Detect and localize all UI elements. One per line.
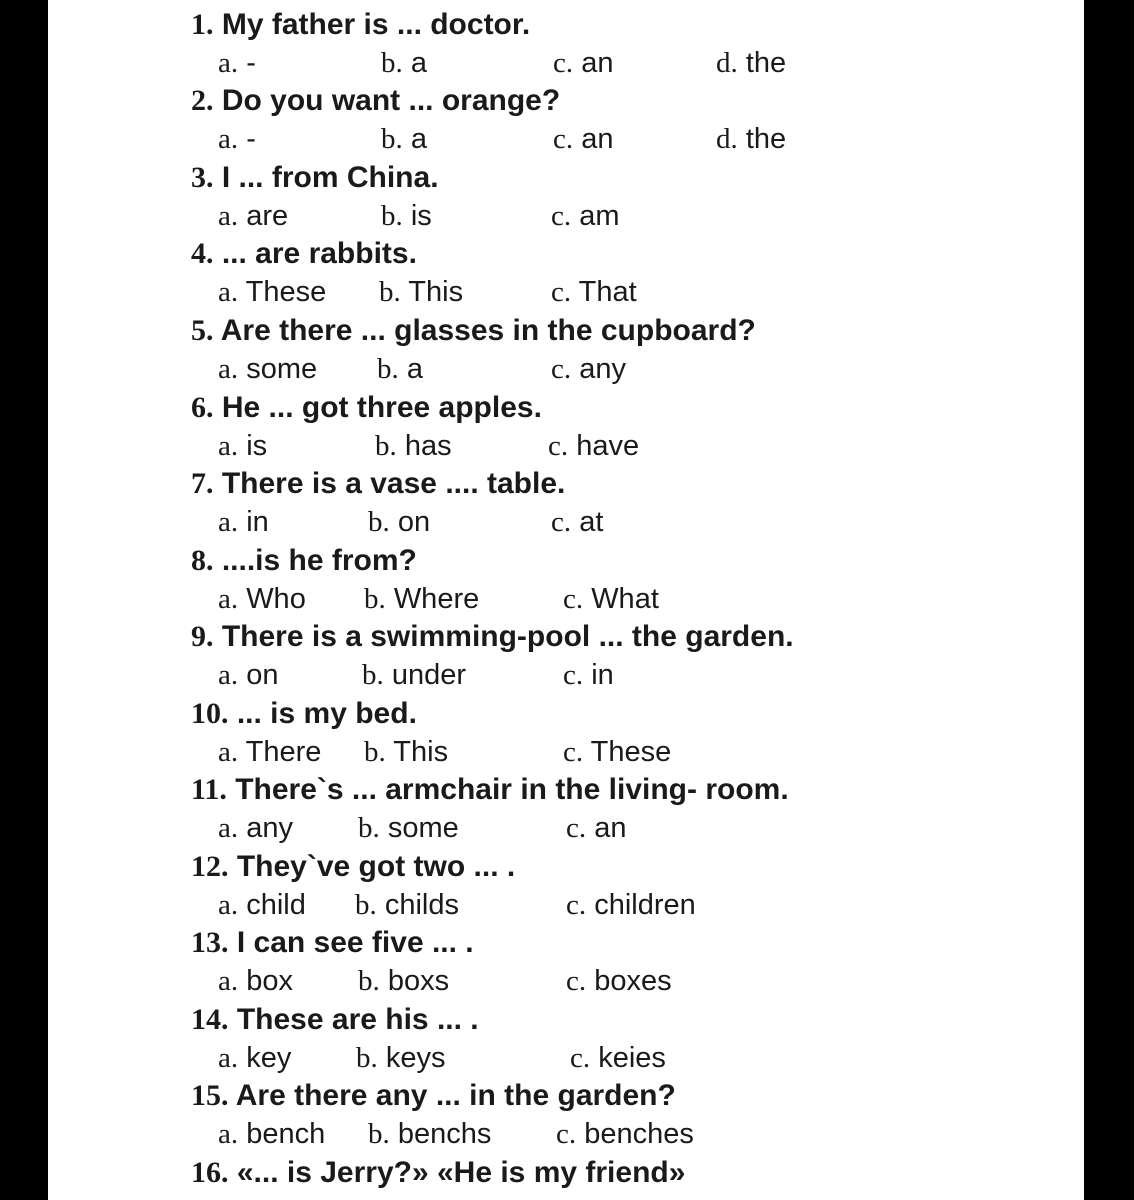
option-letter: c.	[551, 276, 572, 308]
question-text: My father is ... doctor.	[221, 8, 531, 41]
question-text: Are there any ... in the garden?	[235, 1079, 676, 1112]
option-letter: a.	[218, 353, 239, 385]
question-12	[191, 850, 515, 884]
option-14-b[interactable]	[356, 1041, 445, 1075]
option-text: -	[246, 123, 256, 155]
option-letter: b.	[368, 506, 390, 538]
option-letter: c.	[551, 506, 572, 538]
option-letter: b.	[377, 353, 399, 385]
option-6-a[interactable]	[218, 429, 267, 463]
option-letter: b.	[379, 276, 401, 308]
option-letter: b.	[381, 123, 403, 155]
question-2	[191, 84, 560, 118]
option-text: are	[246, 200, 289, 232]
question-text: ....is he from?	[221, 544, 417, 577]
option-letter: b.	[364, 583, 386, 615]
option-text: This	[393, 736, 449, 768]
question-text: He ... got three apples.	[221, 391, 542, 424]
question-number: 6.	[191, 391, 214, 424]
question-text: There is a vase .... table.	[221, 467, 566, 500]
option-13-a[interactable]	[218, 964, 293, 998]
option-text: is	[246, 430, 268, 462]
option-15-c[interactable]	[556, 1117, 694, 1151]
option-15-b[interactable]	[368, 1117, 491, 1151]
option-letter: b.	[381, 200, 403, 232]
question-text: There is a swimming-pool ... the garden.	[221, 620, 794, 653]
option-text: These	[245, 276, 327, 308]
option-2-a[interactable]	[218, 122, 256, 156]
question-11	[191, 773, 789, 807]
option-7-b[interactable]	[368, 505, 430, 539]
option-text: boxes	[594, 965, 672, 997]
question-number: 4.	[191, 237, 214, 270]
question-text: ... are rabbits.	[221, 237, 417, 270]
option-9-c[interactable]	[563, 658, 614, 692]
option-text: under	[391, 659, 466, 691]
option-letter: b.	[368, 1118, 390, 1150]
option-letter: c.	[553, 123, 574, 155]
question-number: 15.	[191, 1079, 229, 1112]
option-text: an	[594, 812, 627, 844]
option-6-b[interactable]	[375, 429, 452, 463]
option-text: This	[408, 276, 464, 308]
option-text: a	[410, 47, 427, 79]
option-text: keys	[385, 1042, 446, 1074]
option-text: at	[579, 506, 604, 538]
option-letter: a.	[218, 430, 239, 462]
question-15	[191, 1079, 676, 1113]
option-text: on	[397, 506, 431, 538]
option-text: key	[246, 1042, 292, 1074]
option-text: some	[246, 353, 318, 385]
option-text: the	[745, 47, 787, 79]
option-letter: c.	[570, 1042, 591, 1074]
option-text: a	[410, 123, 427, 155]
option-10-b[interactable]	[364, 735, 448, 769]
question-text: ... is my bed.	[236, 697, 417, 730]
option-3-b[interactable]	[381, 199, 432, 233]
option-6-c[interactable]	[548, 429, 639, 463]
option-13-c[interactable]	[566, 964, 672, 998]
option-letter: c.	[563, 736, 584, 768]
option-4-c[interactable]	[551, 275, 637, 309]
question-1	[191, 8, 530, 42]
option-letter: c.	[551, 353, 572, 385]
question-number: 12.	[191, 850, 229, 883]
option-letter: b.	[358, 812, 380, 844]
option-text: am	[579, 200, 620, 232]
option-2-b[interactable]	[381, 122, 427, 156]
option-text: Where	[393, 583, 480, 615]
option-letter: a.	[218, 200, 239, 232]
option-text: children	[594, 889, 696, 921]
option-letter: c.	[566, 889, 587, 921]
option-15-a[interactable]	[218, 1117, 325, 1151]
question-8	[191, 544, 417, 578]
option-3-a[interactable]	[218, 199, 288, 233]
option-letter: b.	[362, 659, 384, 691]
option-text: bench	[246, 1118, 326, 1150]
option-5-b[interactable]	[377, 352, 423, 386]
question-text: There`s ... armchair in the living- room.	[235, 773, 789, 806]
option-text: -	[246, 47, 256, 79]
question-number: 1.	[191, 8, 214, 41]
option-10-c[interactable]	[563, 735, 671, 769]
question-number: 7.	[191, 467, 214, 500]
option-4-a[interactable]	[218, 275, 326, 309]
question-10	[191, 697, 417, 731]
option-text: on	[246, 659, 279, 691]
option-letter: a.	[218, 506, 239, 538]
option-letter: d.	[716, 47, 738, 79]
option-9-a[interactable]	[218, 658, 278, 692]
option-text: some	[387, 812, 459, 844]
option-letter: d.	[716, 123, 738, 155]
option-2-c[interactable]	[553, 122, 613, 156]
option-letter: a.	[218, 47, 239, 79]
option-11-a[interactable]	[218, 811, 293, 845]
option-letter: a.	[218, 1042, 239, 1074]
option-text: What	[591, 583, 659, 615]
question-text: I can see five ... .	[236, 926, 474, 959]
question-5	[191, 314, 756, 348]
option-letter: a.	[218, 659, 239, 691]
option-text: in	[591, 659, 614, 691]
question-text: «... is Jerry?» «He is my friend»	[236, 1156, 686, 1189]
question-6	[191, 391, 542, 425]
question-7	[191, 467, 565, 501]
option-13-b[interactable]	[358, 964, 449, 998]
option-11-c[interactable]	[566, 811, 626, 845]
option-letter: b.	[381, 47, 403, 79]
question-text: Are there ... glasses in the cupboard?	[220, 314, 756, 347]
option-letter: b.	[364, 736, 386, 768]
option-letter: a.	[218, 583, 239, 615]
question-number: 8.	[191, 544, 214, 577]
question-number: 2.	[191, 84, 214, 117]
option-letter: a.	[218, 276, 239, 308]
option-text: keies	[598, 1042, 666, 1074]
option-letter: c.	[548, 430, 569, 462]
question-number: 16.	[191, 1156, 229, 1189]
question-number: 14.	[191, 1003, 229, 1036]
option-text: any	[579, 353, 626, 385]
option-8-a[interactable]	[218, 582, 306, 616]
option-8-c[interactable]	[563, 582, 659, 616]
option-letter: c.	[566, 812, 587, 844]
option-7-c[interactable]	[551, 505, 603, 539]
option-8-b[interactable]	[364, 582, 479, 616]
option-text: There	[245, 736, 322, 768]
option-10-a[interactable]	[218, 735, 321, 769]
option-12-a[interactable]	[218, 888, 306, 922]
option-text: in	[246, 506, 269, 538]
option-text: the	[745, 123, 787, 155]
question-number: 5.	[191, 314, 214, 347]
question-4	[191, 237, 417, 271]
question-13	[191, 926, 474, 960]
option-letter: a.	[218, 1118, 239, 1150]
option-text: benchs	[397, 1118, 492, 1150]
option-3-c[interactable]	[551, 199, 619, 233]
option-text: an	[581, 123, 614, 155]
option-letter: a.	[218, 123, 239, 155]
question-text: These are his ... .	[236, 1003, 479, 1036]
question-9	[191, 620, 794, 654]
option-text: childs	[384, 889, 459, 921]
option-text: Who	[246, 583, 306, 615]
option-14-a[interactable]	[218, 1041, 291, 1075]
question-16	[191, 1156, 685, 1190]
question-14	[191, 1003, 479, 1037]
option-2-d[interactable]	[716, 122, 786, 156]
option-text: have	[576, 430, 640, 462]
question-number: 9.	[191, 620, 214, 653]
option-letter: c.	[563, 583, 584, 615]
option-text: child	[246, 889, 306, 921]
option-5-a[interactable]	[218, 352, 317, 386]
option-1-c[interactable]	[553, 46, 613, 80]
option-12-c[interactable]	[566, 888, 696, 922]
option-12-b[interactable]	[355, 888, 459, 922]
question-text: I ... from China.	[221, 161, 439, 194]
option-1-d[interactable]	[716, 46, 786, 80]
option-text: any	[246, 812, 293, 844]
option-letter: c.	[556, 1118, 577, 1150]
option-1-b[interactable]	[381, 46, 427, 80]
worksheet-page	[48, 0, 1084, 1200]
option-1-a[interactable]	[218, 46, 256, 80]
option-11-b[interactable]	[358, 811, 459, 845]
option-letter: a.	[218, 812, 239, 844]
option-letter: c.	[566, 965, 587, 997]
option-letter: b.	[358, 965, 380, 997]
option-letter: a.	[218, 965, 239, 997]
option-text: These	[590, 736, 672, 768]
question-text: Do you want ... orange?	[221, 84, 561, 117]
option-letter: a.	[218, 736, 239, 768]
option-5-c[interactable]	[551, 352, 626, 386]
option-text: benches	[584, 1118, 694, 1150]
option-text: a	[406, 353, 423, 385]
question-number: 3.	[191, 161, 214, 194]
option-4-b[interactable]	[379, 275, 463, 309]
option-letter: a.	[218, 889, 239, 921]
option-letter: c.	[563, 659, 584, 691]
option-letter: b.	[355, 889, 377, 921]
question-text: They`ve got two ... .	[236, 850, 516, 883]
option-letter: c.	[553, 47, 574, 79]
option-text: boxs	[387, 965, 450, 997]
question-number: 13.	[191, 926, 229, 959]
option-text: box	[246, 965, 293, 997]
option-14-c[interactable]	[570, 1041, 666, 1075]
option-7-a[interactable]	[218, 505, 269, 539]
option-text: has	[404, 430, 452, 462]
question-3	[191, 161, 439, 195]
option-letter: c.	[551, 200, 572, 232]
option-text: That	[578, 276, 637, 308]
question-number: 11.	[191, 773, 227, 806]
option-9-b[interactable]	[362, 658, 466, 692]
option-text: is	[410, 200, 432, 232]
option-text: an	[581, 47, 614, 79]
option-letter: b.	[356, 1042, 378, 1074]
option-letter: b.	[375, 430, 397, 462]
question-number: 10.	[191, 697, 229, 730]
